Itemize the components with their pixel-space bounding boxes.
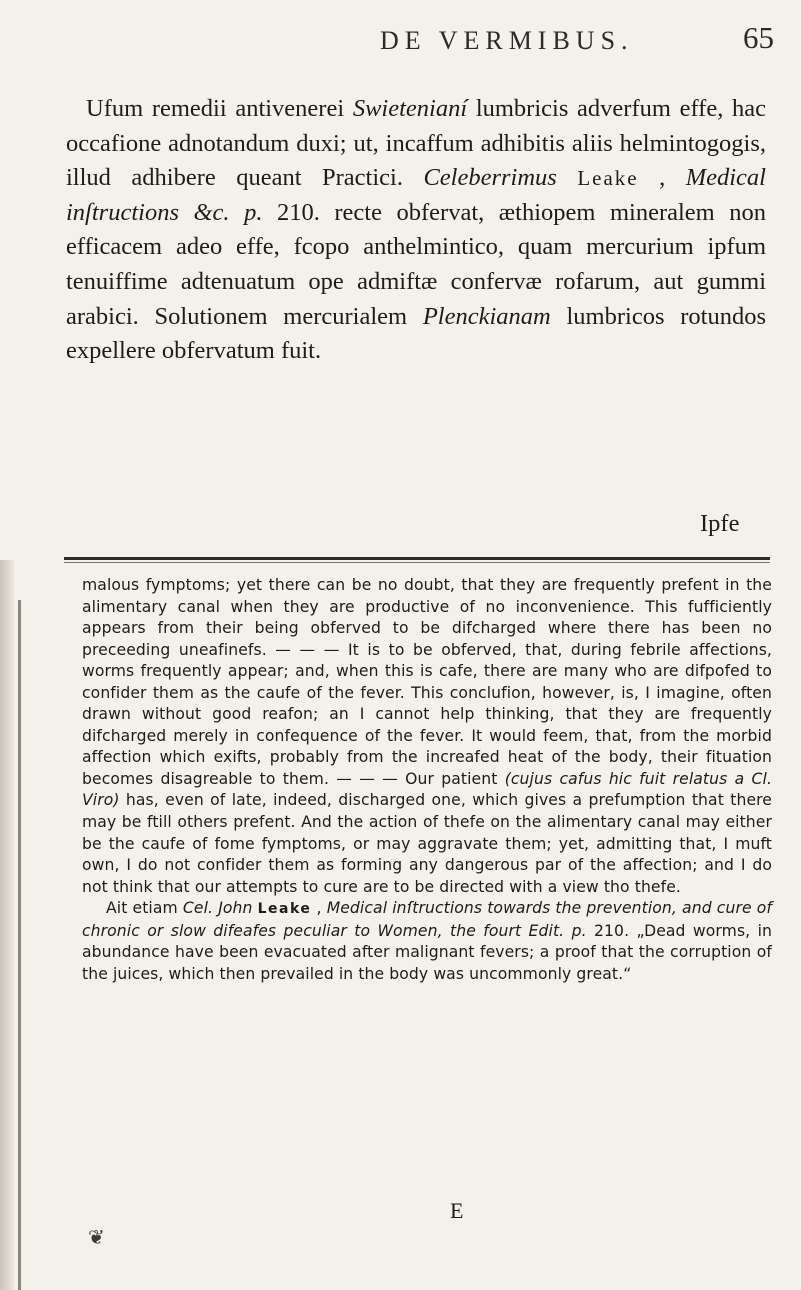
ornament-icon: ❦ xyxy=(88,1225,105,1249)
main-paragraph xyxy=(66,92,766,369)
footnote-paragraph-2 xyxy=(82,898,772,985)
footnote-text: Ait etiam xyxy=(106,899,183,918)
main-text-part: lumbricos rotundos expellere obfervatum fuit. xyxy=(66,302,766,365)
main-text-part: lumbricis adverfum effe, hac occafione adnotandum duxi; ut, incaffum adhibitis aliis helmintogogis, illud adhibere queant Practici. xyxy=(66,95,766,192)
footnote-block xyxy=(82,575,772,985)
signature-mark: E xyxy=(450,1198,464,1223)
main-text-part xyxy=(557,164,577,191)
main-text-part: Ufum remedii antivenerei xyxy=(86,95,353,122)
main-text-italic: Plenckianam xyxy=(422,302,551,330)
footnote-paragraph-1 xyxy=(82,575,772,898)
main-text-italic: Swietenianí xyxy=(352,95,468,122)
author-name-leake: Leake xyxy=(577,166,639,191)
footnote-text: 210. „Dead worms, in abundance have been evacuated after malignant fevers; a proof that the corruption of the juices, which then prevailed in the body was uncommonly great.“ xyxy=(82,921,772,983)
page-gutter-shadow xyxy=(0,560,14,1290)
main-text-italic: Medical inſtructions &c. p. xyxy=(66,164,766,226)
page-number: 65 xyxy=(743,20,774,55)
footnote-italic: Medical inſtructions towards the prevention, and cure of chronic or slow difeafes peculiar to Women, the fourt Edit. p. xyxy=(82,899,772,940)
main-text-italic: Celeberrimus xyxy=(423,164,557,192)
catchword: Ipfe xyxy=(700,510,740,537)
page-edge-line xyxy=(18,600,21,1290)
running-title: DE VERMIBUS. xyxy=(380,26,634,55)
main-text-part: , xyxy=(638,164,686,192)
footnote-italic: Cel. John xyxy=(182,899,253,918)
footnote-text: malous fymptoms; yet there can be no doubt, that they are frequently prefent in the alimentary canal when they are productive of no inconvenience. This fufficiently appears from their being obferved to be difcharged where there has been no preceeding uneafinefs. — — — It is to be obferved, that, during febrile affections, worms frequently appear; and, when this is cafe, there are many who are difpofed to confider them as the caufe of the fever. This conclufion, however, is, I imagine, often drawn without good reafon; an I cannot help thinking, that they are frequently difcharged merely in confequence of the fever. It would feem, that, from the morbid affection which exifts, probably from the increafed heat of the body, their fituation becomes disagreable to them. — — — Our patient xyxy=(82,576,772,788)
footnote-text: has, even of late, indeed, discharged one, which gives a prefumption that there may be ftill others prefent. And the action of thefe on the alimentary canal may either be the caufe of fome fymptoms, or may aggravate them; yet, admitting that, I muft own, I do not confider them as forming any dangerous par of the affection; and I do not think that our attempts to cure are to be directed with a view tho thefe. xyxy=(82,791,772,896)
footnote-author-leake: Leake xyxy=(257,901,312,918)
footnote-rule xyxy=(64,557,770,560)
footnote-italic: (cujus cafus hic fuit relatus a Cl. Viro) xyxy=(82,769,772,810)
footnote-rule-thin xyxy=(64,562,770,563)
footnote-text: , xyxy=(311,899,327,918)
main-text-part: 210. recte obfervat, æthiopem mineralem non efficacem adeo effe, fcopo anthelmintico, quam mercurium ipfum tenuiffime adtenuatum ope admiftæ confervæ rofarum, aut gummi arabici. Solutionem mercurialem xyxy=(66,198,766,330)
running-head xyxy=(0,18,801,68)
